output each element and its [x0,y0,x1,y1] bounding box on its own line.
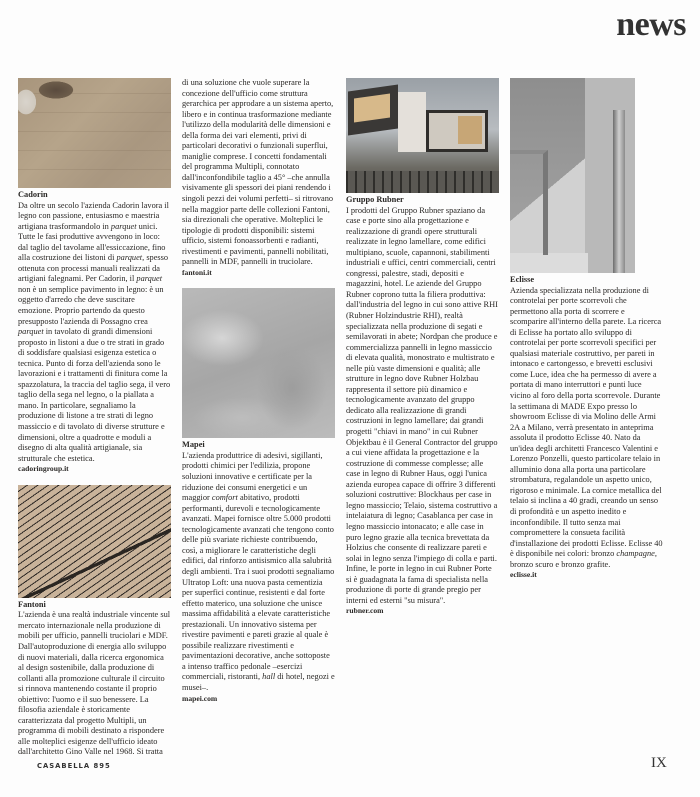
article-url-fantoni[interactable]: fantoni.it [182,267,212,277]
article-body-eclisse: Azienda specializzata nella produzione di controtelai per porte scorrevoli che permettono alla porta di scorrere e scomparire all'interno della parete. La ricerca di Eclisse ha portato allo sviluppo di controtelai per porte scorrevoli specifici per qualsiasi materiale costruttivo, per pareti in intonaco e cartongesso, e brevetti esclusivi come Luce, idea che ha permesso di avere a portata di mano interruttori e punti luce vicino al foro della porta scorrevole. Durante la settimana di MADE Expo presso lo showroom Eclisse di via Molino delle Armi 2A a Milano, verrà presentato in anteprima assoluta il prodotto Eclisse 40. Nato da un'idea degli architetti Francesco Valentini e Lorenzo Ponzelli, questo particolare telaio in alluminio dona alla porta una particolare strombatura, regalandole un aspetto unico, rigoroso e minimale. La cornice metallica del telaio si inclina a 40 gradi, creando un senso di profondità e un aspetto inedito e inconfondibile. Il tutto senza mai compromettere la consueta facilità d'installazione dei prodotti Eclisse. Eclisse 40 è disponibile nei colori: bronzo champagne, bronzo scuro e bronzo grafite. [510,285,663,569]
article-url-mapei[interactable]: mapei.com [182,693,218,703]
article-url-eclisse[interactable]: eclisse.it [510,570,537,580]
rubner-houses-photo [346,78,499,193]
article-url-cadorin[interactable]: cadoringroup.it [18,464,69,474]
page-number: IX [651,755,667,771]
article-body-cadorin: Da oltre un secolo l'azienda Cadorin lavora il legno con passione, entusiasmo e maestria artigiana trasformandolo in parquet unici. Tutte le fasi produttive avvengono in loco: dal taglio del tavolame all'essiccazione, fino alla costruzione dei listoni di parquet, spesso ottenuta con processi manuali realizzati da artigiani falegnami. Per Cadorin, il parquet non è un semplice pavimento in legno: è un oggetto d'arredo che deve suscitare emozione. Proprio partendo da questo presupposto l'azienda di Possagno crea parquet in tavolato di grandi dimensioni proposto in listoni a due o tre strati in grado di soddisfare qualsiasi esigenza estetica o tecnica. Punto di forza dell'azienda sono le lavorazioni e i trattamenti di finitura come la spazzolatura, la traccia del taglio sega, il vero taglio della sega nel legno, o la piallata a mano. In particolare, segnaliamo la produzione di listone a tre strati di legno massiccio e di tavolato di diverse strutture e dimensioni, oltre a quadrotte e moduli a disegno di alta qualità artigianale, sia strutturale che estetica. [18,200,171,463]
article-body-rubner: I prodotti del Gruppo Rubner spaziano da case e porte sino alla progettazione e realizzazione di grandi opere strutturali realizzate in legno lamellare, come edifici multipiano, scuole, capannoni, stabilimenti industriali e uffici, centri commerciali, centri congressi, palestre, stadi, depositi e magazzini, hotel. Le aziende del Gruppo Rubner coprono tutta la filiera produttiva: dall'industria del legno in cui sono attive RHI (Rubner Holzindustrie RHI), realtà specializzata nella produzione di segati e semilavorati in abete; Nordpan che produce e commercializza pannelli in legno massiccio di elevata qualità, monostrato e multistrato e nelle più vaste dimensioni e qualità; alle strutture in legno dove Rubner Holzbau rappresenta il settore più dinamico e tecnologicamente avanzato del gruppo dedicato alla realizzazione di grandi costruzioni in legno lamellare; dai grandi progetti "chiavi in mano" in cui Rubner Objektbau è il General Contractor del gruppo a cui viene affidata la progettazione e la costruzione di commesse complesse; alle case in legno di Rubner Haus, oggi l'unica azienda europea capace di offrire 3 differenti soluzioni costruttive: Blockhaus per case in legno massiccio; Telaio, sistema costruttivo a intelaiatura di legno; Casablanca per case in legno massiccio intonacato; e alle case in puro legno grazie alla tecnica brevettata da Holzius che consente di realizzare pareti e solai in legno senza l'impiego di colla e parti. Infine, le porte in legno in cui Rubner Porte si è guadagnata la fama di specialista nella produzione di porte di grande pregio per interni ed esterni "su misura". [346,205,498,605]
article-columns [18,78,663,760]
cadorin-parquet-photo [18,78,171,188]
magazine-issue: CASABELLA 895 [37,762,111,770]
article-url-rubner[interactable]: rubner.com [346,606,384,616]
article-title-fantoni: Fantoni [18,599,46,609]
eclisse-door-frame-photo [510,78,635,273]
section-title: news [616,6,686,43]
article-title-rubner: Gruppo Rubner [346,195,404,204]
article-title-cadorin: Cadorin [18,190,48,199]
article-body-mapei: L'azienda produttrice di adesivi, sigillanti, prodotti chimici per l'edilizia, propone soluzioni innovative e certificate per la riduzione dei consumi energetici e un maggior comfort abitativo, prodotti performanti, durevoli e tecnologicamente avanzati. Mapei fornisce oltre 5.000 prodotti tecnologicamente avanzati che tengono conto delle più svariate richieste contribuendo, così, a migliorare le caratteristiche degli edifici, dal rinforzo antisismico alla salubrità degli ambienti. Tra i suoi prodotti segnaliamo Ultratop Loft: una nuova pasta cementizia per superfici continue, resistenti e dal forte effetto materico, una soluzione che unisce massima affidabilità a elevate caratteristiche prestazionali. Un innovativo sistema per rivestire pavimenti e pareti grazie al quale è possibile realizzare rivestimenti e pavimentazioni decorative, anche sottoposte a intenso traffico pedonale –esercizi commerciali, ristoranti, hall di hotel, negozi e musei–. [182,450,335,692]
fantoni-panel-photo [18,485,171,598]
article-title-mapei: Mapei [182,440,205,450]
mapei-concrete-texture-photo [182,288,335,438]
article-body-fantoni: L'azienda è una realtà industriale vincente sul mercato internazionale nella produzione di mobili per ufficio, pannelli truciolari e MDF. Dall'autoproduzione di energia allo sviluppo di nuovi materiali, dalla ricerca ergonomica al design sostenibile, dalla produzione di collanti alla promozione culturale il circuito si rinnova mantenendo costante il proprio obiettivo: l'uomo e il suo benessere. La filosofia aziendale è storicamente caratterizzata dal progetto Multipli, un programma di mobili destinato a rispondere alle molteplici esigenze dell'ufficio ideato dall'architetto Gino Valle nel 1968. Si tratta di una soluzione che vuole superare la concezione dell'ufficio come struttura gerarchica per approdare a un sistema aperto, libero e in continua trasformazione mediante l'utilizzo della modularità delle dimensioni e della forma dei vari elementi, privi di particolari decorativi o funzionali superflui, maniglie comprese. I concetti fondamentali del programma Multipli, connotato dall'inconfondibile taglio a 45° –che annulla visivamente gli spessori dei piani rendendo i singoli pezzi dei volumi perfetti– si ritrovano nella maggior parte delle collezioni Fantoni, sia direzionali che operative. Molteplici le tipologie di prodotti disponibili: sistemi ufficio, sistemi fonoassorbenti e radianti, rivestimenti e pavimenti, pannelli nobilitati, pannelli in MDF, pannelli in truciolare. [18,78,334,757]
article-title-eclisse: Eclisse [510,275,535,284]
